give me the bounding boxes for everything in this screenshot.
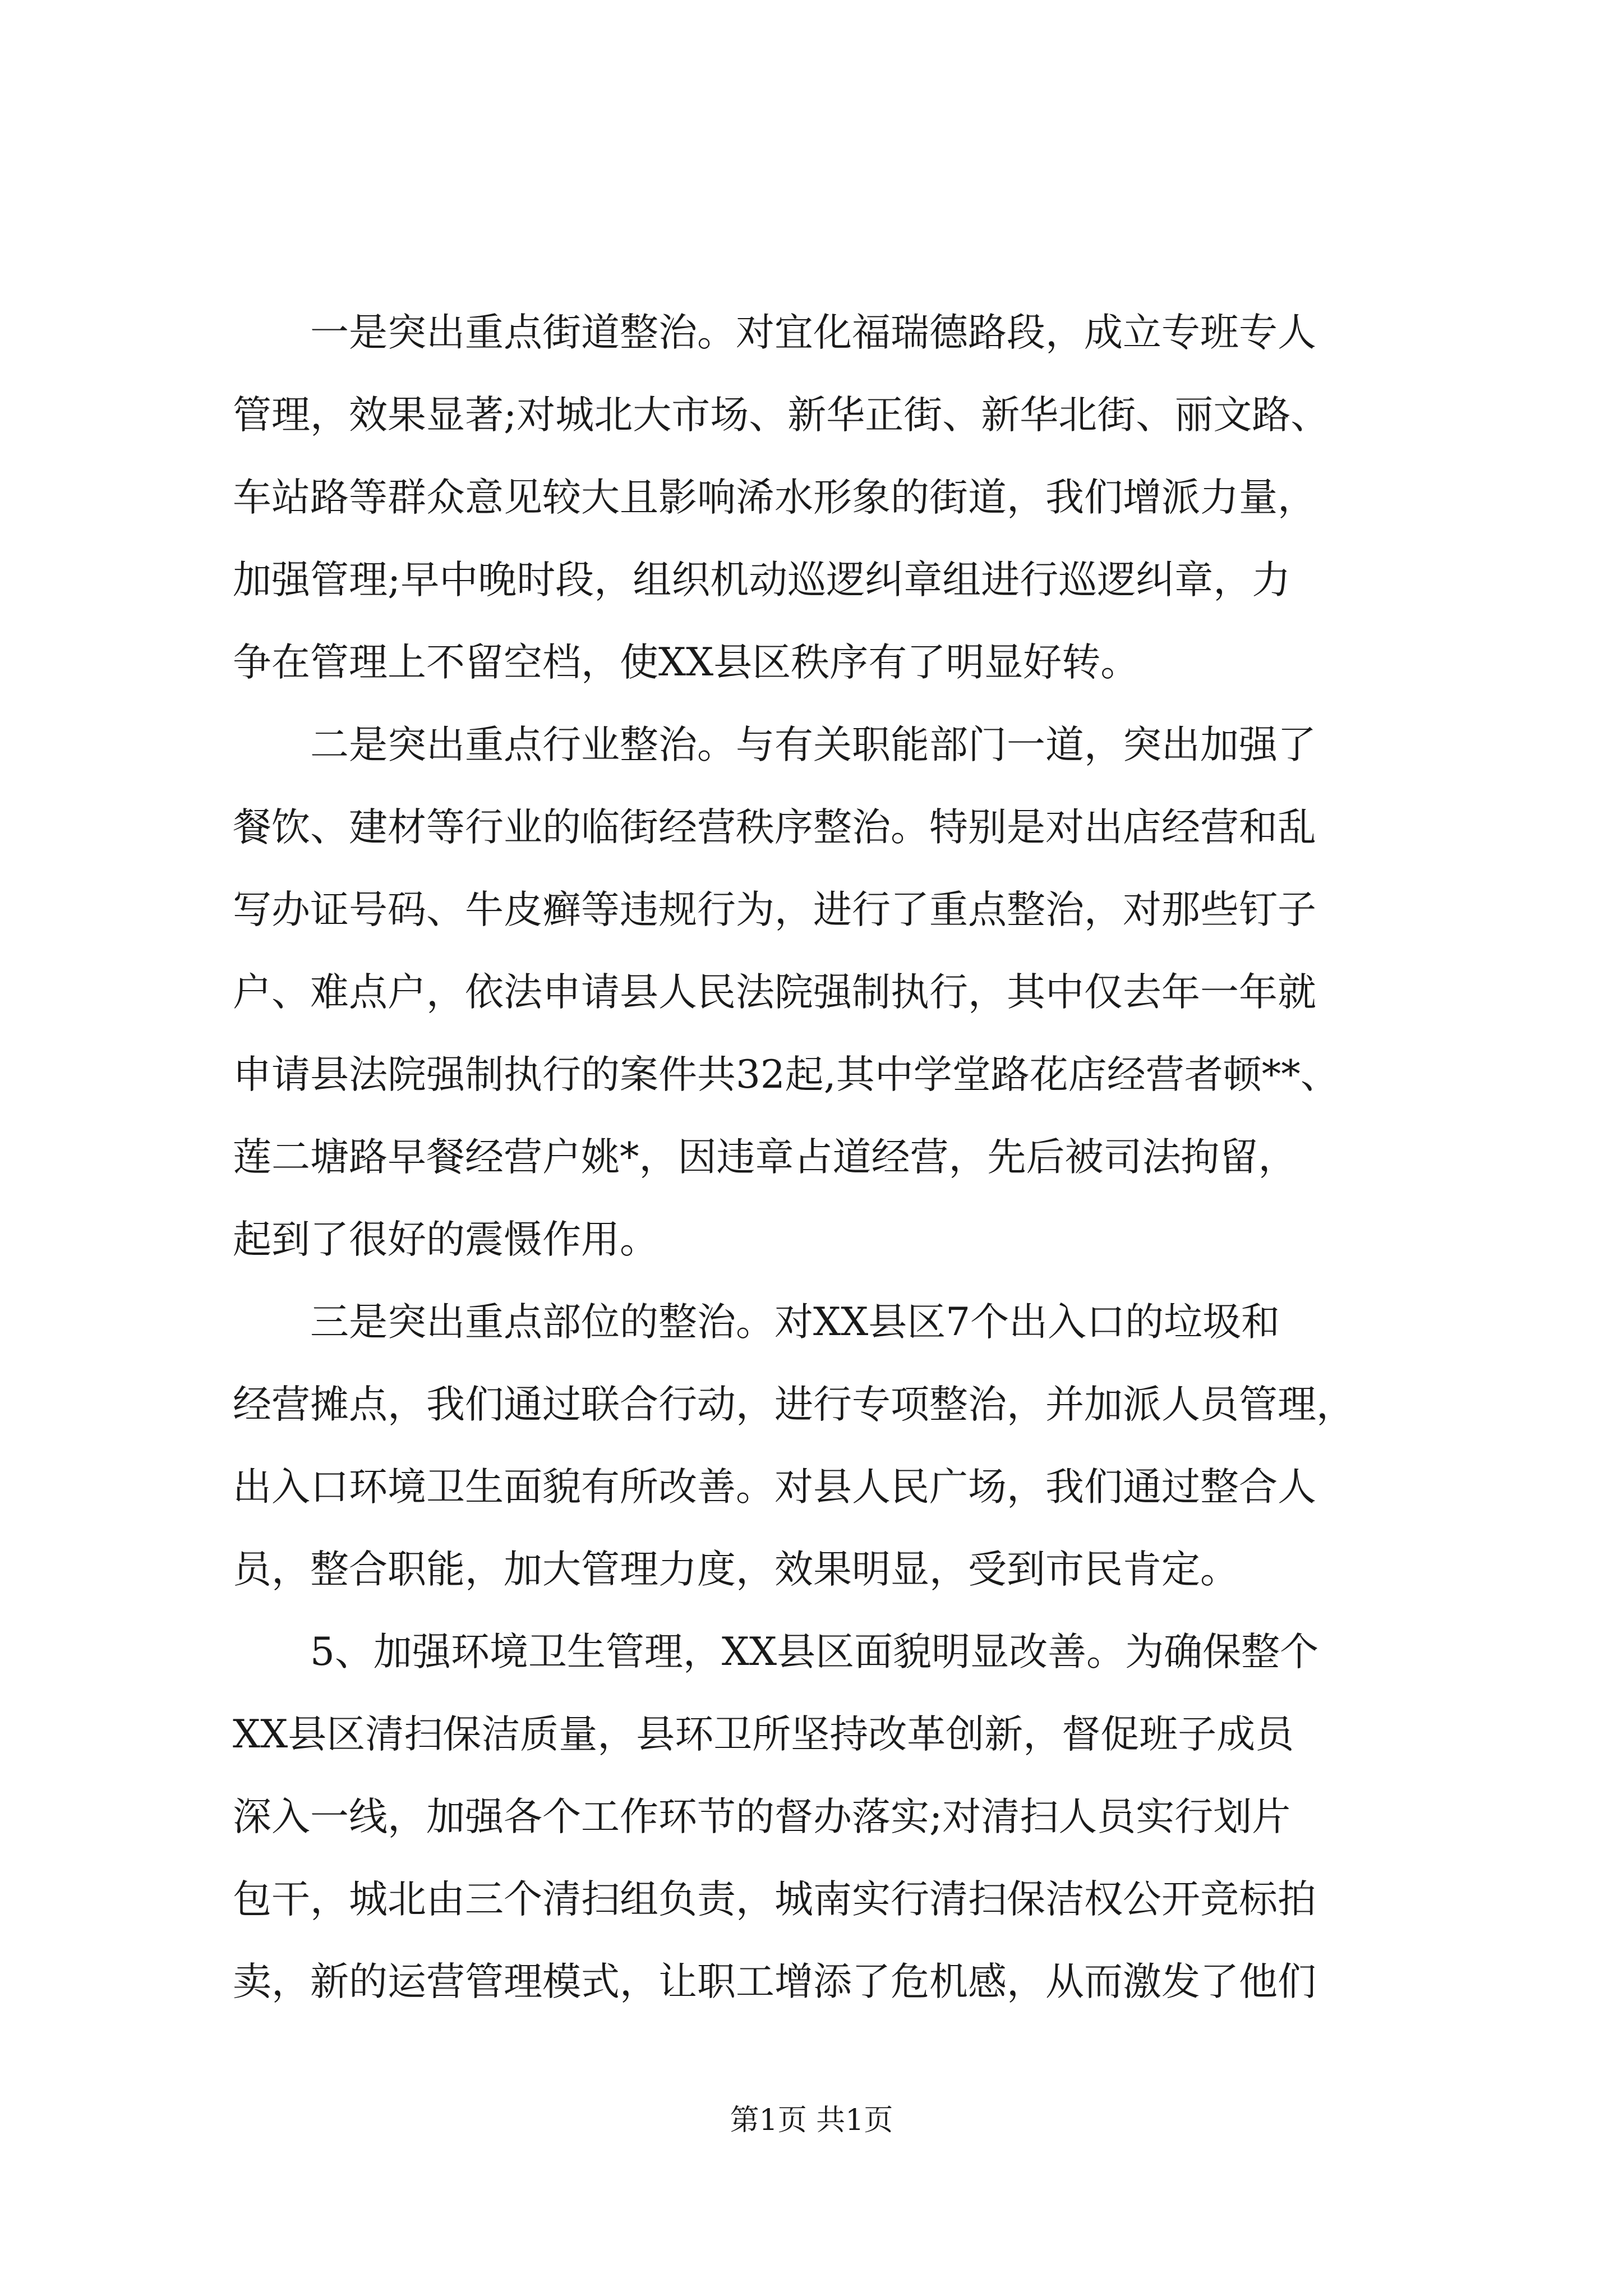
paragraph-2-line-2: 餐饮、建材等行业的临街经营秩序整治。特别是对出店经营和乱: [233, 805, 1316, 850]
paragraph-3-line-3: 出入口环境卫生面貌有所改善。对县人民广场，我们通过整合人: [233, 1465, 1316, 1510]
document-body: [233, 292, 1430, 2023]
paragraph-3-line-4: 员，整合职能，加大管理力度，效果明显，受到市民肯定。: [233, 1547, 1239, 1592]
paragraph-1-line-3: 车站路等群众意见较大且影响浠水形象的街道，我们增派力量，: [233, 475, 1316, 520]
paragraph-1-line-5: 争在管理上不留空档，使XX县区秩序有了明显好转。: [233, 640, 1140, 685]
paragraph-2-line-3: 写办证号码、牛皮癣等违规行为，进行了重点整治，对那些钉子: [233, 887, 1316, 932]
page-footer: 第1页 共1页: [730, 2104, 893, 2137]
paragraph-2-line-5: 申请县法院强制执行的案件共32起,其中学堂路花店经营者顿**、: [233, 1052, 1339, 1097]
paragraph-2-line-4: 户、难点户，依法申请县人民法院强制执行，其中仅去年一年就: [233, 970, 1316, 1015]
paragraph-2-line-1: 二是突出重点行业整治。与有关职能部门一道，突出加强了: [310, 723, 1316, 767]
paragraph-2-line-6: 莲二塘路早餐经营户姚*，因违章占道经营，先后被司法拘留，: [233, 1135, 1297, 1180]
paragraph-3-line-2: 经营摊点，我们通过联合行动，进行专项整治，并加派人员管理，: [233, 1382, 1355, 1427]
paragraph-1-line-2: 管理，效果显著;对城北大市场、新华正街、新华北街、丽文路、: [233, 393, 1330, 438]
paragraph-4-line-5: 卖，新的运营管理模式，让职工增添了危机感，从而激发了他们: [233, 1959, 1316, 2004]
paragraph-3-line-1: 三是突出重点部位的整治。对XX县区7个出入口的垃圾和: [310, 1300, 1280, 1345]
paragraph-1-line-4: 加强管理;早中晚时段，组织机动巡逻纠章组进行巡逻纠章，力: [233, 558, 1291, 602]
paragraph-2-line-7: 起到了很好的震慑作用。: [233, 1217, 658, 1262]
paragraph-4-line-2: XX县区清扫保洁质量，县环卫所坚持改革创新，督促班子成员: [233, 1712, 1294, 1757]
paragraph-1-line-1: 一是突出重点街道整治。对宜化福瑞德路段，成立专班专人: [310, 310, 1316, 355]
paragraph-4-line-4: 包干，城北由三个清扫组负责，城南实行清扫保洁权公开竞标拍: [233, 1877, 1316, 1922]
paragraph-4-line-1: 5、加强环境卫生管理，XX县区面貌明显改善。为确保整个: [310, 1630, 1319, 1674]
paragraph-4-line-3: 深入一线，加强各个工作环节的督办落实;对清扫人员实行划片: [233, 1795, 1291, 1839]
